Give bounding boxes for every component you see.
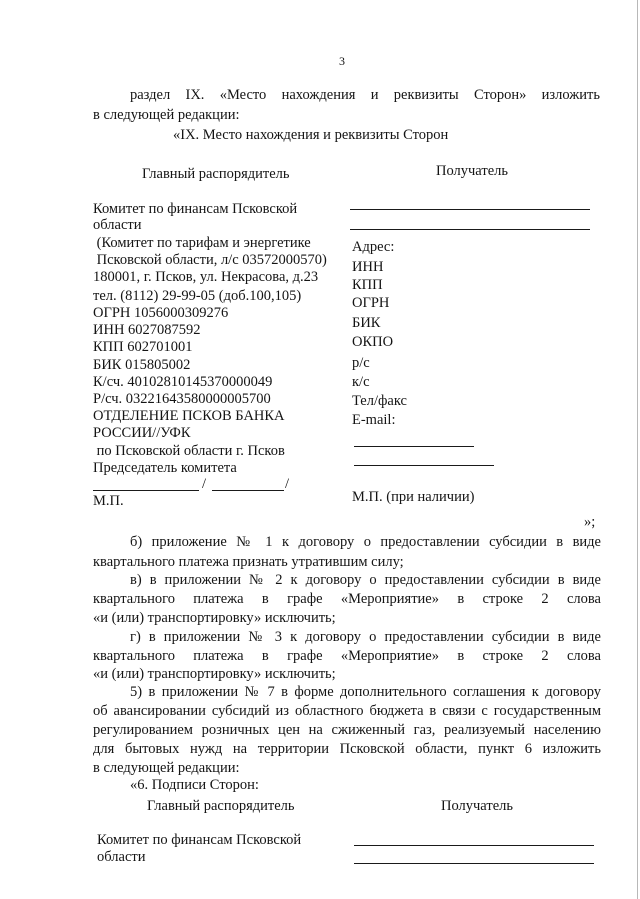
recipient-signature-line — [354, 465, 494, 466]
intro-line-2: в следующей редакции: — [93, 107, 240, 123]
bottom-left-line: Комитет по финансам Псковской — [97, 832, 302, 848]
paragraph-6-title: «6. Подписи Сторон: — [130, 777, 259, 793]
left-req-line: КПП 602701001 — [93, 339, 193, 355]
amendment-v-line: «и (или) транспортировку» исключить; — [93, 610, 336, 626]
paragraph-5-line: в следующей редакции: — [93, 760, 240, 776]
left-req-line: области — [93, 217, 142, 233]
right-req-line: E-mail: — [352, 412, 396, 428]
right-heading: Получатель — [436, 163, 508, 179]
bottom-left-heading: Главный распорядитель — [147, 798, 295, 814]
left-req-line: БИК 015805002 — [93, 357, 191, 373]
right-stamp: М.П. (при наличии) — [352, 489, 475, 505]
left-req-line: Псковской области, л/с 03572000570) — [93, 252, 327, 268]
left-req-line: по Псковской области г. Псков — [93, 443, 285, 459]
right-req-line: ОКПО — [352, 334, 394, 350]
left-req-line: Комитет по финансам Псковской — [93, 201, 298, 217]
recipient-name-line — [350, 229, 590, 230]
right-req-line: ИНН — [352, 259, 384, 275]
recipient-name-line — [350, 209, 590, 210]
amendment-b-line: квартального платежа признать утратившим силу; — [93, 554, 404, 570]
paragraph-5-line: 5) в приложении № 7 в форме дополнительного соглашения к договору — [130, 684, 601, 700]
amendment-g-line: г) в приложении № 3 к договору о предоставлении субсидии в виде — [130, 629, 601, 645]
left-req-line: ИНН 6027087592 — [93, 322, 201, 338]
left-stamp: М.П. — [93, 493, 124, 509]
right-req-line: р/с — [352, 355, 370, 371]
signature-name-line — [212, 490, 284, 491]
amendment-v-line: в) в приложении № 2 к договору о предоставлении субсидии в виде — [130, 572, 601, 588]
left-req-line: тел. (8112) 29-99-05 (доб.100,105) — [93, 288, 302, 304]
right-req-line: Тел/факс — [352, 393, 407, 409]
bottom-right-heading: Получатель — [441, 798, 513, 814]
left-req-line: Председатель комитета — [93, 460, 237, 476]
page-number: 3 — [339, 54, 345, 68]
left-req-line: К/сч. 40102810145370000049 — [93, 374, 273, 390]
left-req-line: РОССИИ//УФК — [93, 425, 191, 441]
amendment-v-line: квартального платежа в графе «Мероприятие» в строке 2 слова — [93, 591, 601, 607]
right-req-line: ОГРН — [352, 295, 390, 311]
bottom-recipient-line — [354, 863, 594, 864]
recipient-signature-line — [354, 446, 474, 447]
signature-slash: / — [202, 476, 207, 492]
intro-line-1: раздел IX. «Место нахождения и реквизиты Сторон» изложить — [130, 87, 600, 103]
right-req-line: Адрес: — [352, 239, 395, 255]
page-edge — [637, 0, 638, 899]
bottom-left-line: области — [97, 849, 146, 865]
paragraph-5-line: регулированием розничных цен на сжиженный газ, реализуемый населению — [93, 722, 601, 738]
right-req-line: КПП — [352, 277, 383, 293]
left-req-line: 180001, г. Псков, ул. Некрасова, д.23 — [93, 269, 319, 285]
amendment-g-line: квартального платежа в графе «Мероприятие» в строке 2 слова — [93, 648, 601, 664]
amendment-g-line: «и (или) транспортировку» исключить; — [93, 666, 336, 682]
left-req-line: ОГРН 1056000309276 — [93, 305, 229, 321]
amendment-b-line: б) приложение № 1 к договору о предоставлении субсидии в виде — [130, 534, 601, 550]
closing-quote: »; — [584, 514, 596, 530]
left-heading: Главный распорядитель — [142, 166, 290, 182]
paragraph-5-line: об авансировании субсидий из областного бюджета в связи с государственным — [93, 703, 601, 719]
left-req-line: (Комитет по тарифам и энергетике — [93, 235, 311, 251]
left-req-line: Р/сч. 03221643580000005700 — [93, 391, 271, 407]
right-req-line: к/с — [352, 374, 370, 390]
right-req-line: БИК — [352, 315, 381, 331]
bottom-recipient-line — [354, 845, 594, 846]
signature-slash: / — [285, 476, 290, 492]
section-title: «IX. Место нахождения и реквизиты Сторон — [173, 127, 449, 143]
left-req-line: ОТДЕЛЕНИЕ ПСКОВ БАНКА — [93, 408, 285, 424]
paragraph-5-line: для бытовых нужд на территории Псковской области, пункт 6 изложить — [93, 741, 601, 757]
